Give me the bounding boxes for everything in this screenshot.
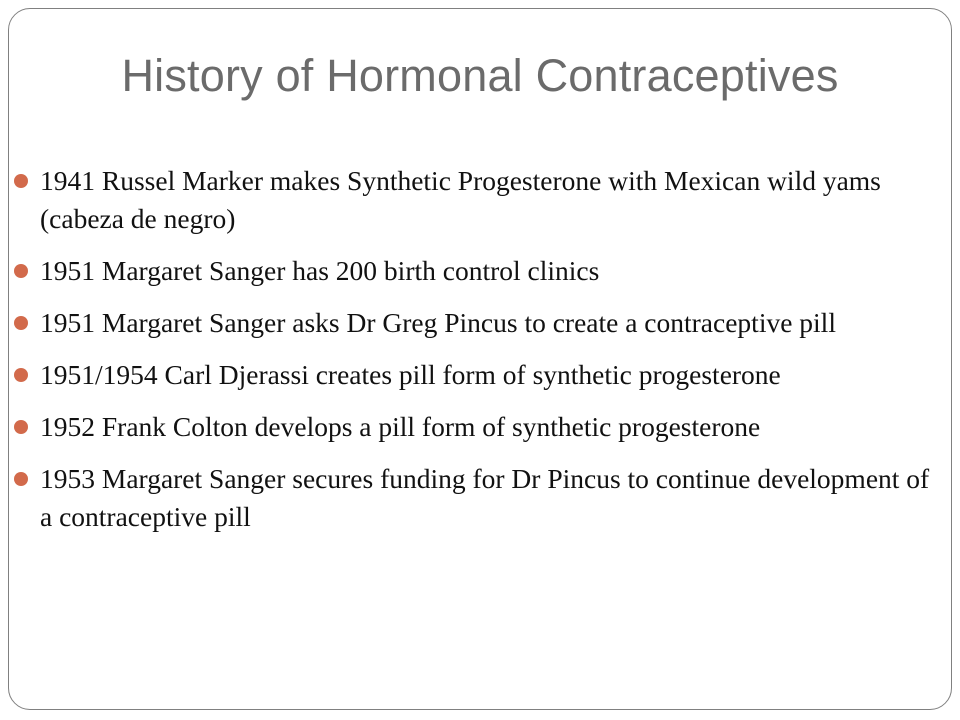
- bullet-dot-icon: [14, 472, 28, 486]
- bullet-item: [14, 304, 944, 342]
- bullet-dot-icon: [14, 420, 28, 434]
- bullet-text: 1941 Russel Marker makes Synthetic Progesterone with Mexican wild yams (cabeza de negro): [40, 165, 881, 234]
- bullet-text: 1951 Margaret Sanger asks Dr Greg Pincus to create a contraceptive pill: [40, 307, 836, 338]
- bullet-dot-icon: [14, 174, 28, 188]
- bullet-item: [14, 162, 944, 238]
- slide-title: History of Hormonal Contraceptives: [121, 50, 839, 101]
- bullet-text: 1952 Frank Colton develops a pill form of synthetic progesterone: [40, 411, 761, 442]
- bullet-dot-icon: [14, 368, 28, 382]
- bullet-dot-icon: [14, 264, 28, 278]
- bullet-text: 1951 Margaret Sanger has 200 birth control clinics: [40, 255, 600, 286]
- bullet-item: [14, 460, 944, 536]
- bullet-dot-icon: [14, 316, 28, 330]
- bullet-item: [14, 252, 944, 290]
- bullet-list: [14, 162, 944, 550]
- bullet-item: [14, 356, 944, 394]
- bullet-item: [14, 408, 944, 446]
- bullet-text: 1953 Margaret Sanger secures funding for Dr Pincus to continue development of a contraceptive pill: [40, 463, 930, 532]
- bullet-text: 1951/1954 Carl Djerassi creates pill form of synthetic progesterone: [40, 359, 781, 390]
